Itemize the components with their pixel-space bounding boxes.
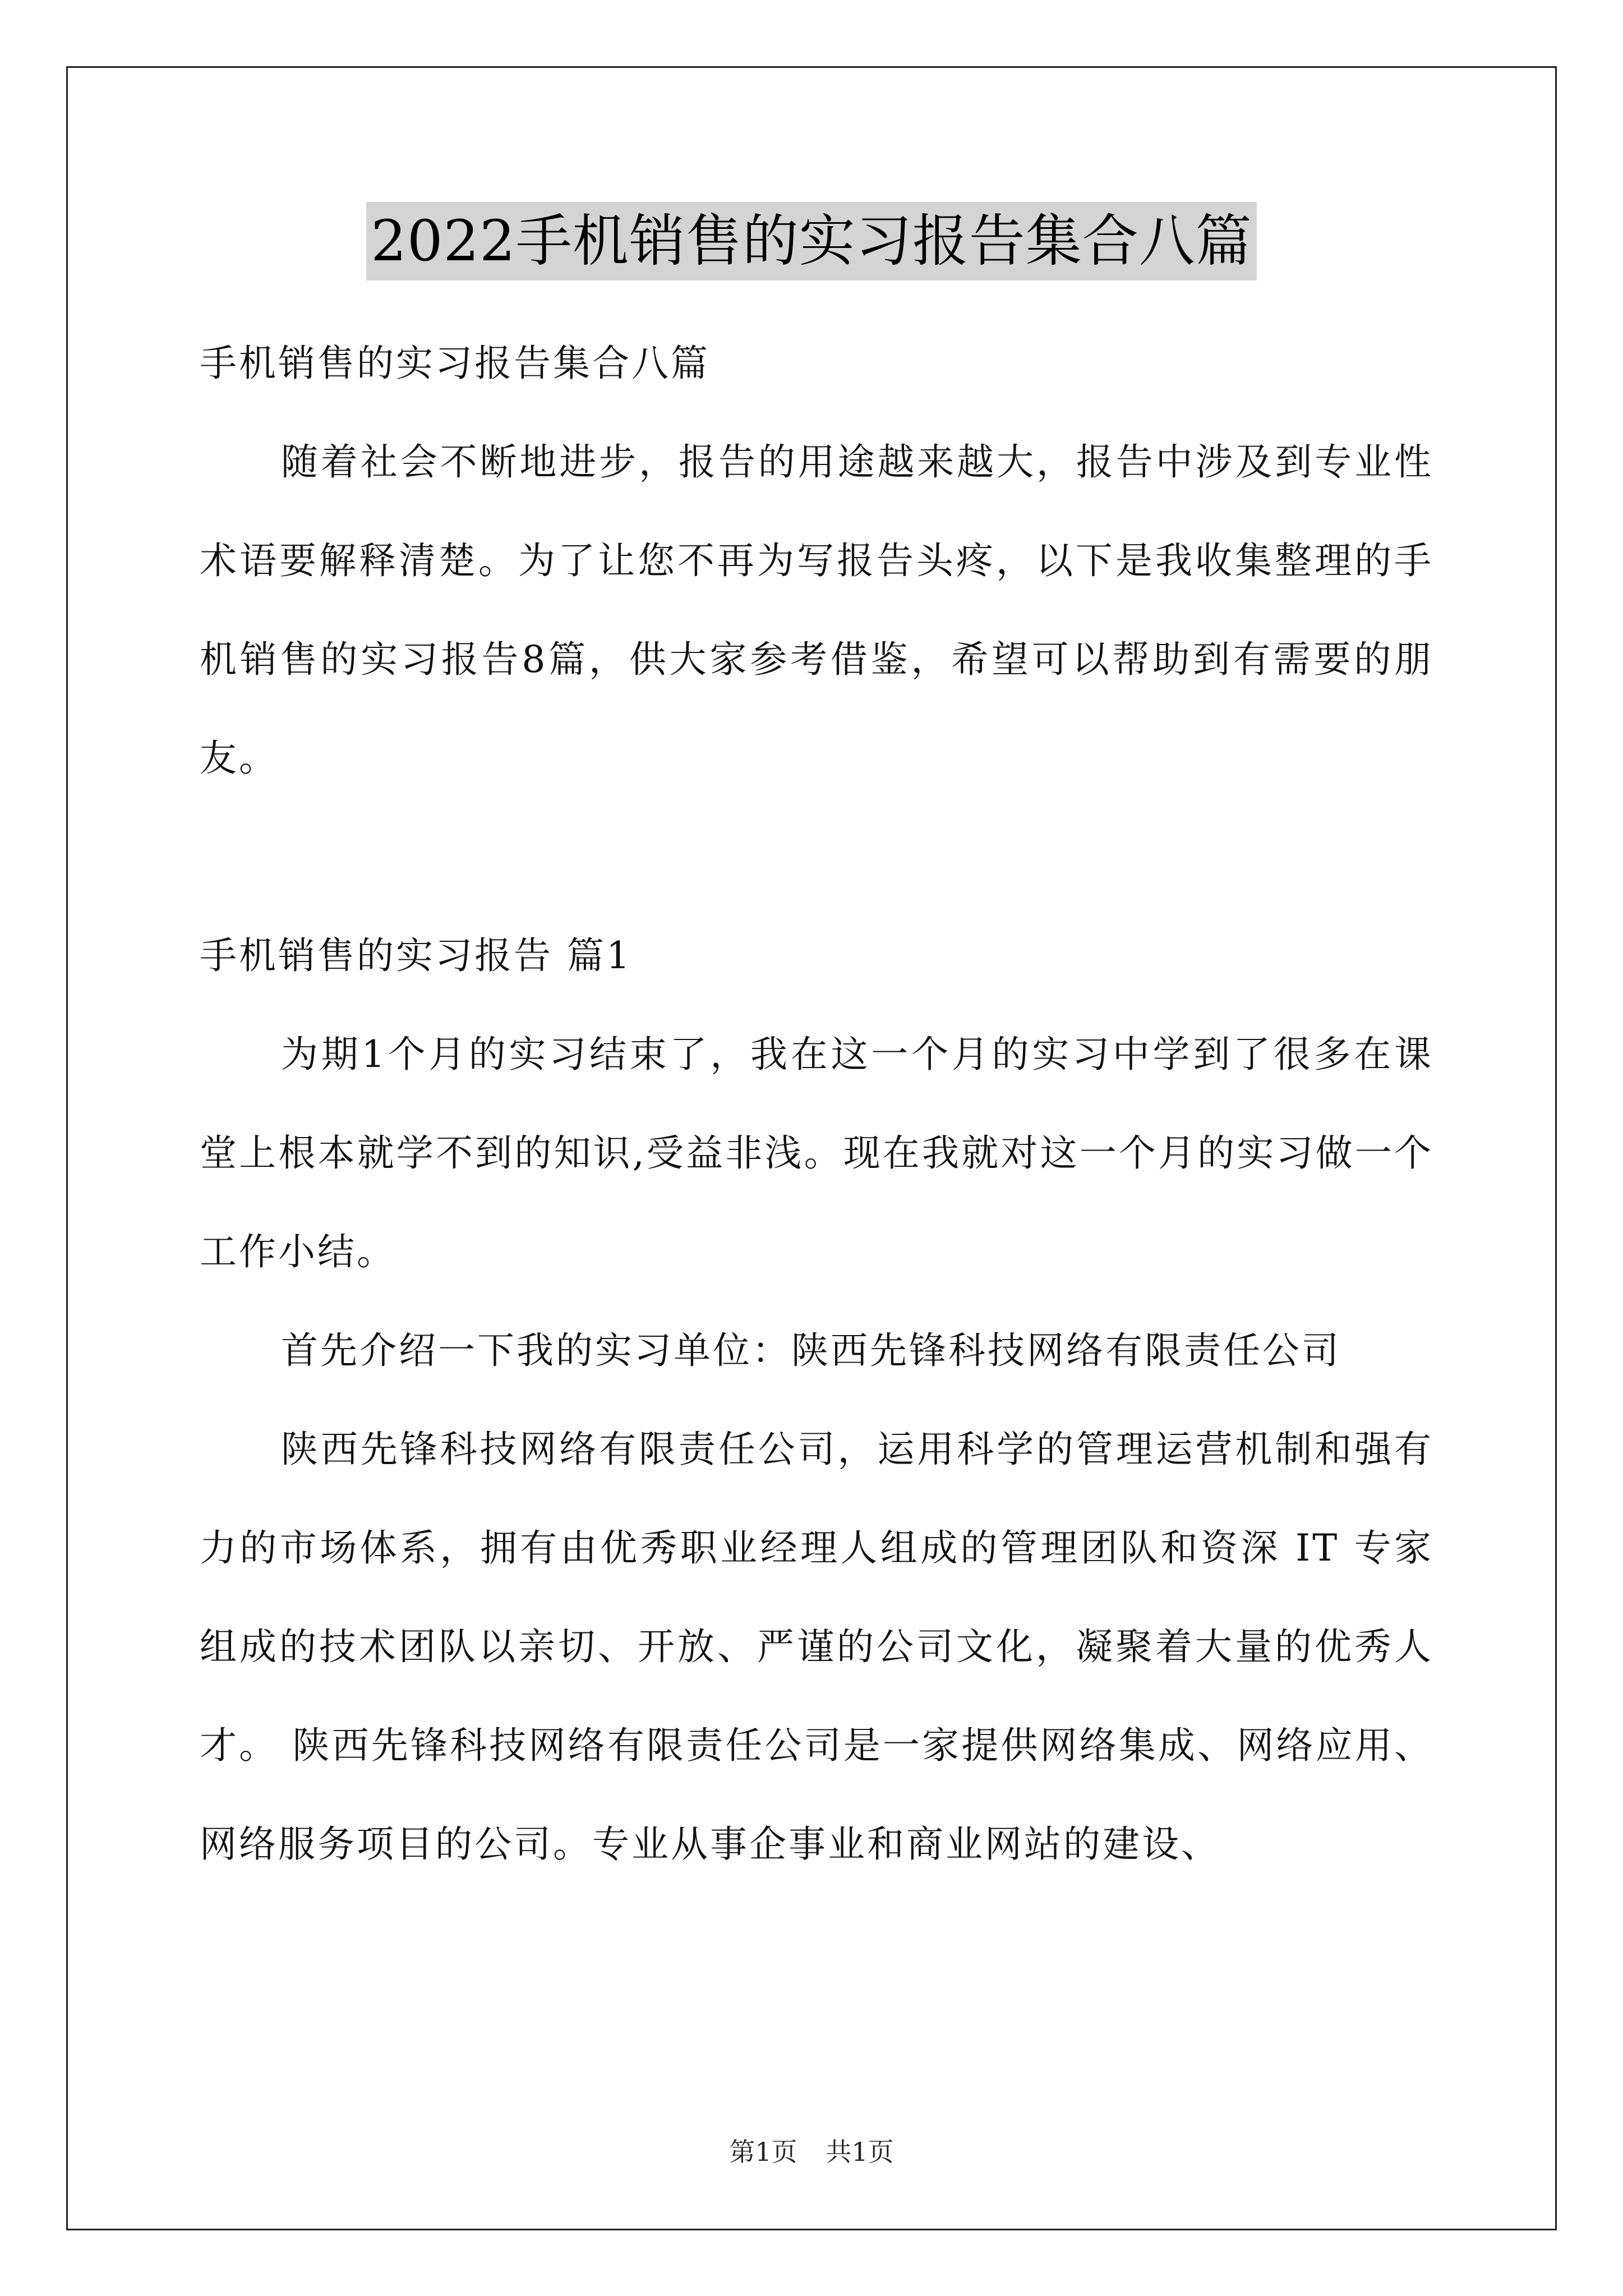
page-total: 共1页 <box>826 2137 894 2167</box>
document-title: 2022手机销售的实习报告集合八篇 <box>366 202 1257 280</box>
page-footer <box>0 2132 1623 2169</box>
document-body <box>200 314 1433 1894</box>
section-spacer <box>200 808 1433 907</box>
intro-paragraph: 随着社会不断地进步，报告的用途越来越大，报告中涉及到专业性术语要解释清楚。为了让您不再为写报告头疼，以下是我收集整理的手机销售的实习报告8篇，供大家参考借鉴，希望可以帮助到有需要的朋友。 <box>200 440 1433 780</box>
page-number: 第1页 <box>729 2137 797 2167</box>
document-subtitle: 手机销售的实习报告集合八篇 <box>200 342 710 385</box>
section-heading: 手机销售的实习报告 篇1 <box>200 934 632 977</box>
body-paragraph-3: 陕西先锋科技网络有限责任公司，运用科学的管理运营机制和强有力的市场体系，拥有由优秀职业经理人组成的管理团队和资深 IT 专家组成的技术团队以亲切、开放、严谨的公司文化，凝聚着大量的优秀人才。 陕西先锋科技网络有限责任公司是一家提供网络集成、网络应用、网络服务项目的公司。专业从事企事业和商业网站的建设、 <box>200 1428 1433 1866</box>
title-container <box>0 202 1623 280</box>
body-paragraph-2: 首先介绍一下我的实习单位：陕西先锋科技网络有限责任公司 <box>281 1329 1341 1372</box>
body-paragraph-1: 为期1个月的实习结束了，我在这一个月的实习中学到了很多在课堂上根本就学不到的知识,受益非浅。现在我就对这一个月的实习做一个工作小结。 <box>200 1033 1433 1273</box>
